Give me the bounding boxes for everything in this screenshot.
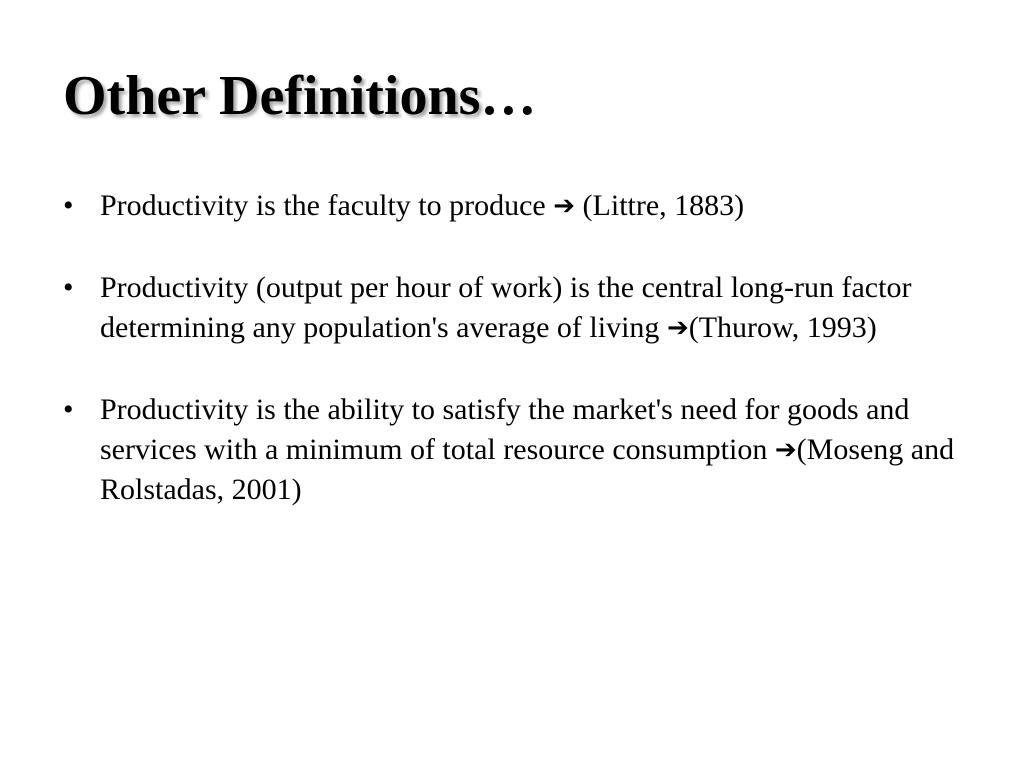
slide-title [63,64,536,128]
definition-list [63,186,993,552]
slide-title-text: Other Definitions [63,65,481,127]
right-arrow-icon: ➔ [666,313,689,343]
definition-text: Productivity is the faculty to produce [100,189,554,222]
definition-citation: (Littre, 1883) [575,189,745,222]
definition-citation: (Moseng and Rolstadas, 2001) [100,433,955,506]
right-arrow-icon: ➔ [774,435,797,465]
slide-title-ellipsis: … [480,65,537,127]
bullet-icon: • [63,271,74,304]
right-arrow-icon: ➔ [553,191,576,221]
bullet-icon: • [63,393,74,426]
bullet-icon: • [63,189,74,222]
definition-text: Productivity (output per hour of work) is the central long-run factor determining any population's average of living [100,271,912,344]
definition-text: Productivity is the ability to satisfy the market's need for goods and services with a minimum of total resource consumption [100,393,910,466]
definition-item [63,268,993,348]
definition-item [63,390,993,510]
definition-item [63,186,993,226]
definition-citation: (Thurow, 1993) [688,311,877,344]
